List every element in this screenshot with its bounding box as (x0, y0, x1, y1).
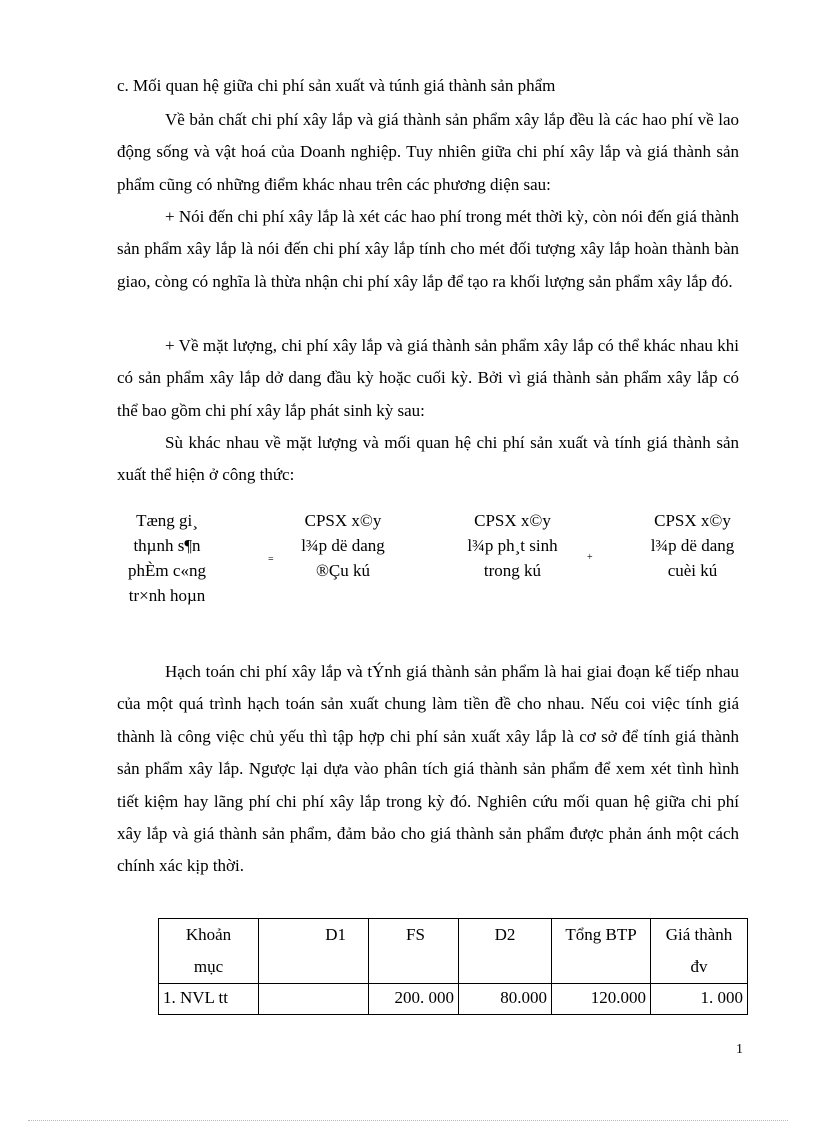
table-cell: 120.000 (552, 984, 651, 1015)
table-cell: 200. 000 (369, 984, 459, 1015)
paragraph-relationship: Hạch toán chi phí xây lắp và tÝnh giá thành sản phẩm là hai giai đoạn kế tiếp nhau của một quá trình hạch toán sản xuất chung làm tiền đề cho nhau. Nếu coi việc tính giá thành là công việc chủ yếu thì tập hợp chi phí sản xuất xây lắp là cơ sở để tính giá thành sản phẩm xây lắp. Ngược lại dựa vào phân tích giá thành sản phẩm để xem xét tình hình tiết kiệm hay lãng phí chi phí xây lắp trong kỳ đó. Nghiên cứu mối quan hệ giữa chi phí xây lắp và giá thành sản phẩm, đảm bảo cho giá thành sản phẩm được phản ánh một cách chính xác kịp thời. (117, 662, 739, 876)
table-header-cell: FS (369, 919, 459, 984)
table-cell (259, 984, 369, 1015)
formula-term-wip-begin: CPSX x©y l¾p dë dang ®Çu kú (301, 511, 385, 580)
formula-term-total-cost: Tæng gi¸ thµnh s¶n phÈm c«ng tr×nh hoµn (128, 511, 206, 605)
cost-table (158, 918, 748, 1015)
paragraph-nature: Về bản chất chi phí xây lắp và giá thành sản phẩm xây lắp đều là các hao phí về lao động sống và vật hoá của Doanh nghiệp. Tuy nhiên giữa chi phí xây lắp và giá thành sản phẩm cũng có những điểm khác nhau trên các phương diện sau: (117, 110, 739, 194)
table-header-row (159, 919, 748, 984)
formula-plus-sign: + (587, 552, 593, 563)
paragraph-quantity: + Về mặt lượng, chi phí xây lắp và giá thành sản phẩm xây lắp có thể khác nhau khi có sản phẩm xây lắp dở dang đầu kỳ hoặc cuối kỳ. Bởi vì giá thành sản phẩm xây lắp có thể bao gồm chi phí xây lắp phát sinh kỳ sau: (117, 336, 739, 420)
page-number: 1 (736, 1042, 743, 1057)
table-cell: 80.000 (459, 984, 552, 1015)
table-header-cell: D1 (259, 919, 369, 984)
table-cell: 1. 000 (651, 984, 748, 1015)
paragraph-formula-intro: Sù khác nhau về mặt lượng và mối quan hệ chi phí sản xuất và tính giá thành sản xuất thể hiện ở công thức: (117, 433, 739, 485)
cost-formula (0, 508, 816, 608)
section-heading: c. Mối quan hệ giữa chi phí sản xuất và túnh giá thành sản phẩm (117, 76, 556, 95)
formula-term-wip-end: CPSX x©y l¾p dë dang cuèi kú (650, 511, 735, 580)
table-header-cell: Khoản mục (159, 919, 259, 984)
table-header-cell: Giá thành đv (651, 919, 748, 984)
formula-term-incurred: CPSX x©y l¾p ph¸t sinh trong kú (467, 511, 558, 580)
table-cell: 1. NVL tt (159, 984, 259, 1015)
footer-divider (28, 1120, 788, 1121)
table-header-cell: D2 (459, 919, 552, 984)
table-header-cell: Tổng BTP (552, 919, 651, 984)
table-row (159, 984, 748, 1015)
formula-equals-sign: = (268, 554, 274, 565)
paragraph-period: + Nói đến chi phí xây lắp là xét các hao phí trong mét thời kỳ, còn nói đến giá thành sản phẩm xây lắp là nói đến chi phí xây lắp tính cho mét đối tượng xây lắp hoàn thành bàn giao, còng có nghĩa là thừa nhận chi phí xây lắp để tạo ra khối lượng sản phẩm xây lắp đó. (117, 207, 739, 291)
